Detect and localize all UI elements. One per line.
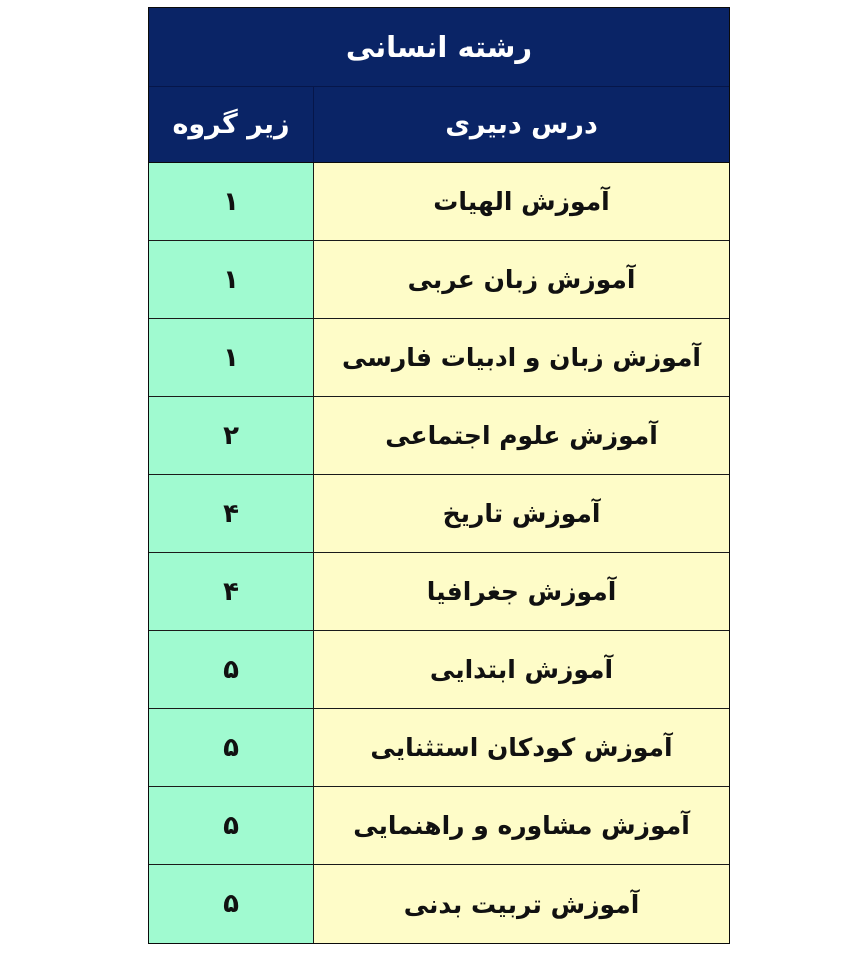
table-row <box>149 475 729 553</box>
table-row <box>149 787 729 865</box>
table-row <box>149 163 729 241</box>
table-row <box>149 631 729 709</box>
course-cell: آموزش مشاوره و راهنمایی <box>314 787 729 864</box>
table-row <box>149 319 729 397</box>
subgroup-cell: ۴ <box>149 553 314 630</box>
table-row <box>149 397 729 475</box>
course-cell: آموزش الهیات <box>314 163 729 240</box>
course-cell: آموزش تربیت بدنی <box>314 865 729 943</box>
subgroup-cell: ۵ <box>149 709 314 786</box>
table-header-row <box>149 87 729 163</box>
subgroup-cell: ۵ <box>149 631 314 708</box>
table-row <box>149 865 729 943</box>
humanities-table <box>148 7 730 944</box>
table-row <box>149 241 729 319</box>
subgroup-cell: ۲ <box>149 397 314 474</box>
subgroup-cell: ۱ <box>149 319 314 396</box>
course-cell: آموزش کودکان استثنایی <box>314 709 729 786</box>
column-header-subgroup: زیر گروه <box>149 87 314 162</box>
subgroup-cell: ۱ <box>149 163 314 240</box>
column-header-course: درس دبیری <box>445 109 598 140</box>
subgroup-cell: ۵ <box>149 865 314 943</box>
subgroup-cell: ۱ <box>149 241 314 318</box>
table-row <box>149 709 729 787</box>
course-cell: آموزش علوم اجتماعی <box>314 397 729 474</box>
subgroup-cell: ۴ <box>149 475 314 552</box>
table-title: رشته انسانی <box>149 8 729 87</box>
course-cell: آموزش ابتدایی <box>314 631 729 708</box>
course-cell: آموزش تاریخ <box>314 475 729 552</box>
course-cell: آموزش زبان و ادبیات فارسی <box>314 319 729 396</box>
course-cell: آموزش زبان عربی <box>314 241 729 318</box>
table-row <box>149 553 729 631</box>
subgroup-cell: ۵ <box>149 787 314 864</box>
course-cell: آموزش جغرافیا <box>314 553 729 630</box>
